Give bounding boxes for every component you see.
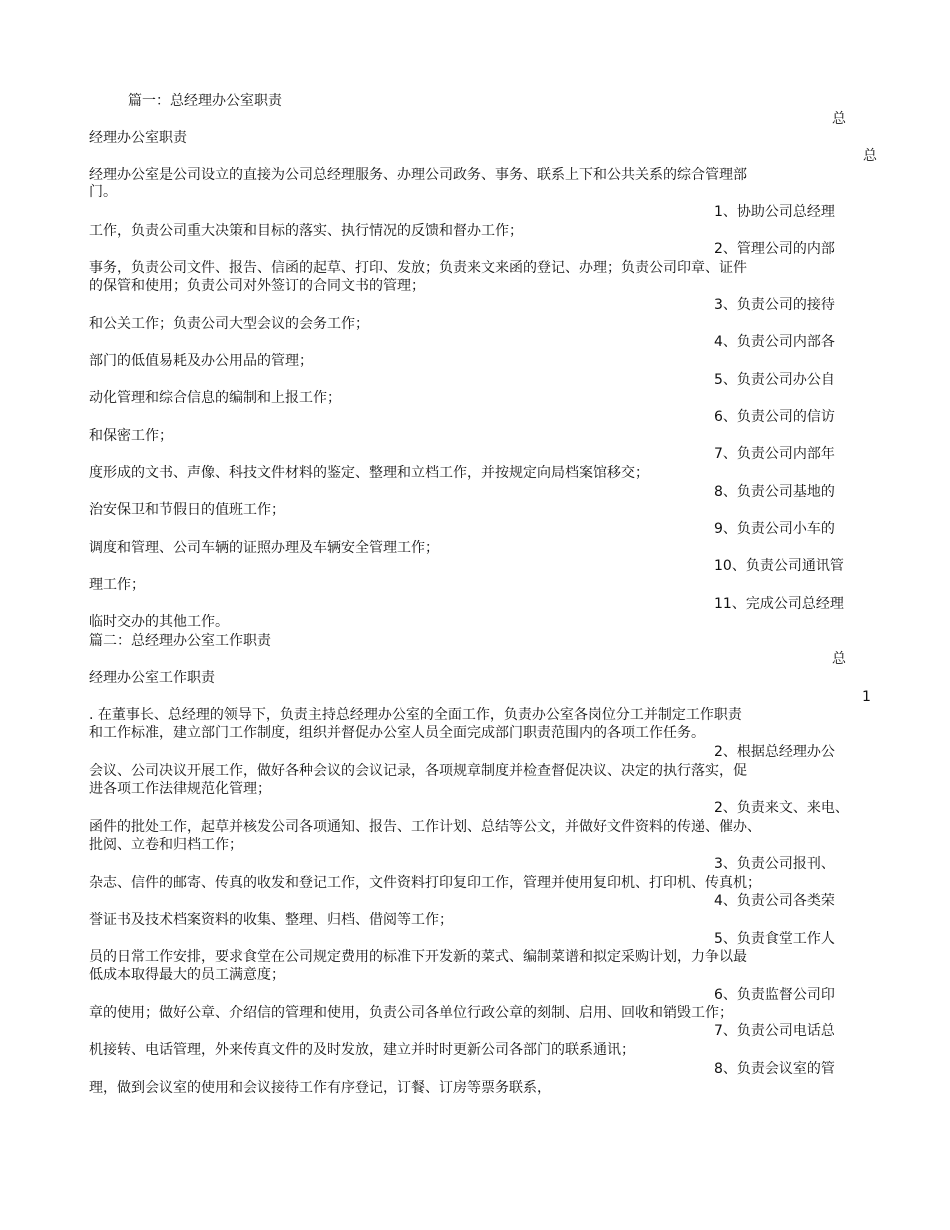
s1-item2-text2: 的保管和使用；负责公司对外签订的合同文书的管理； [89,278,425,294]
s1-item9-text: 调度和管理、公司车辆的证照办理及车辆安全管理工作； [89,540,439,556]
section1-margin-char: 总 [863,148,877,164]
s1-item7-lead: 7、负责公司内部年 [714,446,835,462]
s1-item6-lead: 6、负责公司的信访 [714,409,835,425]
section2-intro-line2: 和工作标准，建立部门工作制度，组织并督促办公室人员全面完成部门职责范围内的各项工作任务。 [89,725,705,741]
s2-item2-text1: 函件的批处工作，起草并核发公司各项通知、报告、工作计划、总结等公文，并做好文件资料的传递、催办、 [89,819,761,835]
s1-item4-text: 部门的低值易耗及办公用品的管理； [89,353,313,369]
section2-title: 经理办公室工作职责 [89,670,215,686]
s2-item3-lead: 3、负责公司报刊、 [714,856,835,872]
s1-item1-lead: 1、协助公司总经理 [714,204,835,220]
s1-item8-lead: 8、负责公司基地的 [714,484,835,500]
s2-item5-text2: 低成本取得最大的员工满意度； [89,967,285,983]
section2-margin-char: 1 [862,689,871,705]
s1-item2-lead: 2、管理公司的内部 [714,241,835,257]
s1-item3-text: 和公关工作；负责公司大型会议的会务工作； [89,316,369,332]
section1-intro-line2: 门。 [89,184,117,200]
s1-item9-lead: 9、负责公司小车的 [714,521,835,537]
s1-item10-text: 理工作； [89,577,145,593]
s1-item7-text: 度形成的文书、声像、科技文件材料的鉴定、整理和立档工作，并按规定向局档案馆移交； [89,465,649,481]
s1-item11-lead: 11、完成公司总经理 [714,596,844,612]
s1-item6-text: 和保密工作； [89,428,173,444]
s2-item5-text1: 员的日常工作安排，要求食堂在公司规定费用的标准下开发新的菜式、编制菜谱和拟定采购计划，力争以最 [89,949,747,965]
s2-item1-lead: 2、根据总经理办公 [714,744,835,760]
s2-item4-text: 誉证书及技术档案资料的收集、整理、归档、借阅等工作； [89,912,453,928]
section1-heading: 篇一：总经理办公室职责 [128,93,282,109]
s2-item8-text: 理，做到会议室的使用和会议接待工作有序登记，订餐、订房等票务联系， [89,1080,551,1096]
s2-item5-lead: 5、负责食堂工作人 [714,931,835,947]
section1-title: 经理办公室职责 [89,130,187,146]
s1-item1-text: 工作，负责公司重大决策和目标的落实、执行情况的反馈和督办工作； [89,223,523,239]
s2-item6-lead: 6、负责监督公司印 [714,987,835,1003]
s1-item5-text: 动化管理和综合信息的编制和上报工作； [89,390,341,406]
s2-item2-lead: 2、负责来文、来电、 [714,800,849,816]
s2-item3-text: 杂志、信件的邮寄、传真的收发和登记工作，文件资料打印复印工作，管理并使用复印机、打印机、传真机； [89,875,761,891]
s2-item1-text2: 进各项工作法律规范化管理； [89,781,271,797]
section2-intro-line1: . 在董事长、总经理的领导下，负责主持总经理办公室的全面工作，负责办公室各岗位分工并制定工作职责 [89,707,742,723]
s1-item8-text: 治安保卫和节假日的值班工作； [89,502,285,518]
s1-item2-text1: 事务，负责公司文件、报告、信函的起草、打印、发放；负责来文来函的登记、办理；负责公司印章、证件 [89,260,747,276]
s1-item4-lead: 4、负责公司内部各 [714,334,835,350]
section1-intro-line1: 经理办公室是公司设立的直接为公司总经理服务、办理公司政务、事务、联系上下和公共关系的综合管理部 [89,167,747,183]
s1-item11-text: 临时交办的其他工作。 [89,614,229,630]
s2-item1-text1: 会议、公司决议开展工作，做好各种会议的会议记录，各项规章制度并检查督促决议、决定的执行落实，促 [89,763,747,779]
section2-heading: 篇二：总经理办公室工作职责 [89,633,271,649]
s2-item7-lead: 7、负责公司电话总 [714,1023,835,1039]
s1-item5-lead: 5、负责公司办公自 [714,372,835,388]
s1-item10-lead: 10、负责公司通讯管 [714,558,844,574]
s2-item6-text: 章的使用；做好公章、介绍信的管理和使用，负责公司各单位行政公章的刻制、启用、回收和销毁工作； [89,1005,733,1021]
s2-item8-lead: 8、负责会议室的管 [714,1061,835,1077]
s2-item2-text2: 批阅、立卷和归档工作； [89,837,243,853]
section1-title-tail: 总 [832,111,846,127]
s1-item3-lead: 3、负责公司的接待 [714,297,835,313]
s2-item4-lead: 4、负责公司各类荣 [714,893,835,909]
section2-title-tail: 总 [832,651,846,667]
s2-item7-text: 机接转、电话管理，外来传真文件的及时发放，建立并时时更新公司各部门的联系通讯； [89,1042,635,1058]
